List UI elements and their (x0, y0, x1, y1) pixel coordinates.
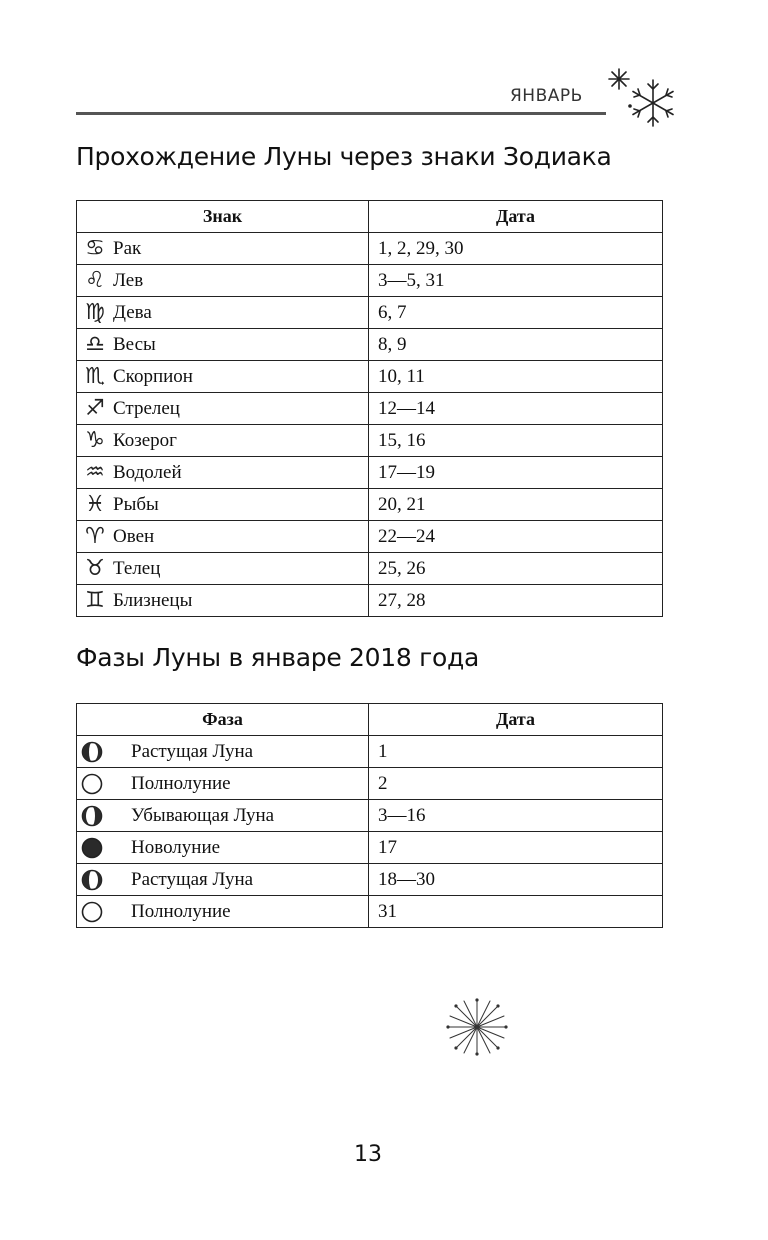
moon-phase-name: Растущая Луна (131, 740, 254, 762)
zodiac-sign-cell (77, 329, 369, 361)
table-row (77, 585, 663, 617)
table-row (77, 896, 663, 928)
zodiac-sign-name: Телец (113, 557, 161, 579)
moon-phase-cell (77, 832, 369, 864)
zodiac-sign-cell (77, 457, 369, 489)
moon-phase-name: Растущая Луна (131, 868, 254, 890)
zodiac-date-cell: 27, 28 (369, 585, 663, 617)
table-header-row (77, 201, 663, 233)
zodiac-date-cell: 3—5, 31 (369, 265, 663, 297)
moon-phase-name: Убывающая Луна (131, 804, 275, 826)
moon-phase-cell (77, 800, 369, 832)
leo-icon: ♌ (85, 268, 105, 293)
zodiac-date-cell: 10, 11 (369, 361, 663, 393)
capricorn-icon: ♑ (85, 428, 105, 453)
moon-phases-section-title: Фазы Луны в январе 2018 года (76, 643, 479, 672)
table-row (77, 800, 663, 832)
zodiac-sign-cell (77, 297, 369, 329)
table-row (77, 425, 663, 457)
table-row (77, 768, 663, 800)
libra-icon: ♎ (85, 332, 105, 357)
table-row (77, 864, 663, 896)
page-number: 13 (354, 1142, 382, 1167)
table-row (77, 393, 663, 425)
zodiac-date-cell: 1, 2, 29, 30 (369, 233, 663, 265)
zodiac-sign-name: Водолей (113, 461, 182, 483)
zodiac-sign-cell (77, 361, 369, 393)
snowflake-icon (628, 78, 678, 128)
taurus-icon: ♉ (85, 556, 105, 581)
zodiac-date-cell: 20, 21 (369, 489, 663, 521)
zodiac-sign-cell (77, 425, 369, 457)
new-moon-icon (81, 837, 103, 859)
zodiac-sign-name: Козерог (113, 429, 177, 451)
column-header-phase: Фаза (77, 704, 369, 736)
zodiac-sign-name: Близнецы (113, 589, 193, 611)
table-row (77, 489, 663, 521)
aquarius-icon: ♒ (85, 460, 105, 485)
moon-phases-table (76, 703, 663, 928)
gemini-icon: ♊ (85, 588, 105, 613)
zodiac-sign-name: Дева (113, 301, 152, 323)
table-header-row (77, 704, 663, 736)
snowflake-small-icon (608, 68, 630, 90)
zodiac-date-cell: 6, 7 (369, 297, 663, 329)
table-row (77, 265, 663, 297)
aries-icon: ♈ (85, 524, 105, 549)
moon-phase-name: Полнолуние (131, 900, 231, 922)
moon-phase-date-cell: 1 (369, 736, 663, 768)
moon-phase-date-cell: 31 (369, 896, 663, 928)
moon-phase-cell (77, 736, 369, 768)
zodiac-sign-name: Стрелец (113, 397, 180, 419)
zodiac-sign-cell (77, 393, 369, 425)
waxing-moon-icon (81, 741, 103, 763)
full-moon-icon (81, 901, 103, 923)
zodiac-sign-name: Овен (113, 525, 155, 547)
zodiac-sign-name: Скорпион (113, 365, 193, 387)
zodiac-sign-cell (77, 553, 369, 585)
full-moon-icon (81, 773, 103, 795)
zodiac-sign-name: Весы (113, 333, 156, 355)
zodiac-sign-cell (77, 489, 369, 521)
cancer-icon: ♋ (85, 236, 105, 261)
zodiac-date-cell: 8, 9 (369, 329, 663, 361)
zodiac-sign-name: Рыбы (113, 493, 159, 515)
moon-phase-date-cell: 17 (369, 832, 663, 864)
zodiac-sign-cell (77, 521, 369, 553)
zodiac-sign-cell (77, 585, 369, 617)
table-row (77, 233, 663, 265)
zodiac-date-cell: 25, 26 (369, 553, 663, 585)
moon-phase-date-cell: 18—30 (369, 864, 663, 896)
header-rule (76, 112, 606, 115)
virgo-icon: ♍ (85, 300, 105, 325)
zodiac-sign-name: Лев (113, 269, 144, 291)
table-row (77, 736, 663, 768)
table-row (77, 553, 663, 585)
sagittarius-icon: ♐ (85, 396, 105, 421)
zodiac-sign-name: Рак (113, 237, 142, 259)
moon-phase-name: Новолуние (131, 836, 221, 858)
zodiac-sign-cell (77, 233, 369, 265)
zodiac-section-title: Прохождение Луны через знаки Зодиака (76, 142, 612, 171)
zodiac-date-cell: 17—19 (369, 457, 663, 489)
column-header-date: Дата (369, 201, 663, 233)
table-row (77, 361, 663, 393)
moon-phase-date-cell: 3—16 (369, 800, 663, 832)
zodiac-date-cell: 12—14 (369, 393, 663, 425)
table-row (77, 457, 663, 489)
scorpio-icon: ♏ (85, 364, 105, 389)
moon-phase-cell (77, 896, 369, 928)
table-row (77, 832, 663, 864)
running-head: ЯНВАРЬ (510, 86, 583, 106)
zodiac-sign-cell (77, 265, 369, 297)
waxing-moon-icon (81, 869, 103, 891)
moon-phase-cell (77, 864, 369, 896)
zodiac-date-cell: 15, 16 (369, 425, 663, 457)
snowflake-decoration-icon (442, 996, 512, 1058)
table-row (77, 521, 663, 553)
column-header-sign: Знак (77, 201, 369, 233)
table-row (77, 297, 663, 329)
table-row (77, 329, 663, 361)
moon-phase-date-cell: 2 (369, 768, 663, 800)
moon-phase-name: Полнолуние (131, 772, 231, 794)
moon-phase-cell (77, 768, 369, 800)
pisces-icon: ♓ (85, 492, 105, 517)
waning-moon-icon (81, 805, 103, 827)
zodiac-table (76, 200, 663, 617)
column-header-date: Дата (369, 704, 663, 736)
zodiac-date-cell: 22—24 (369, 521, 663, 553)
